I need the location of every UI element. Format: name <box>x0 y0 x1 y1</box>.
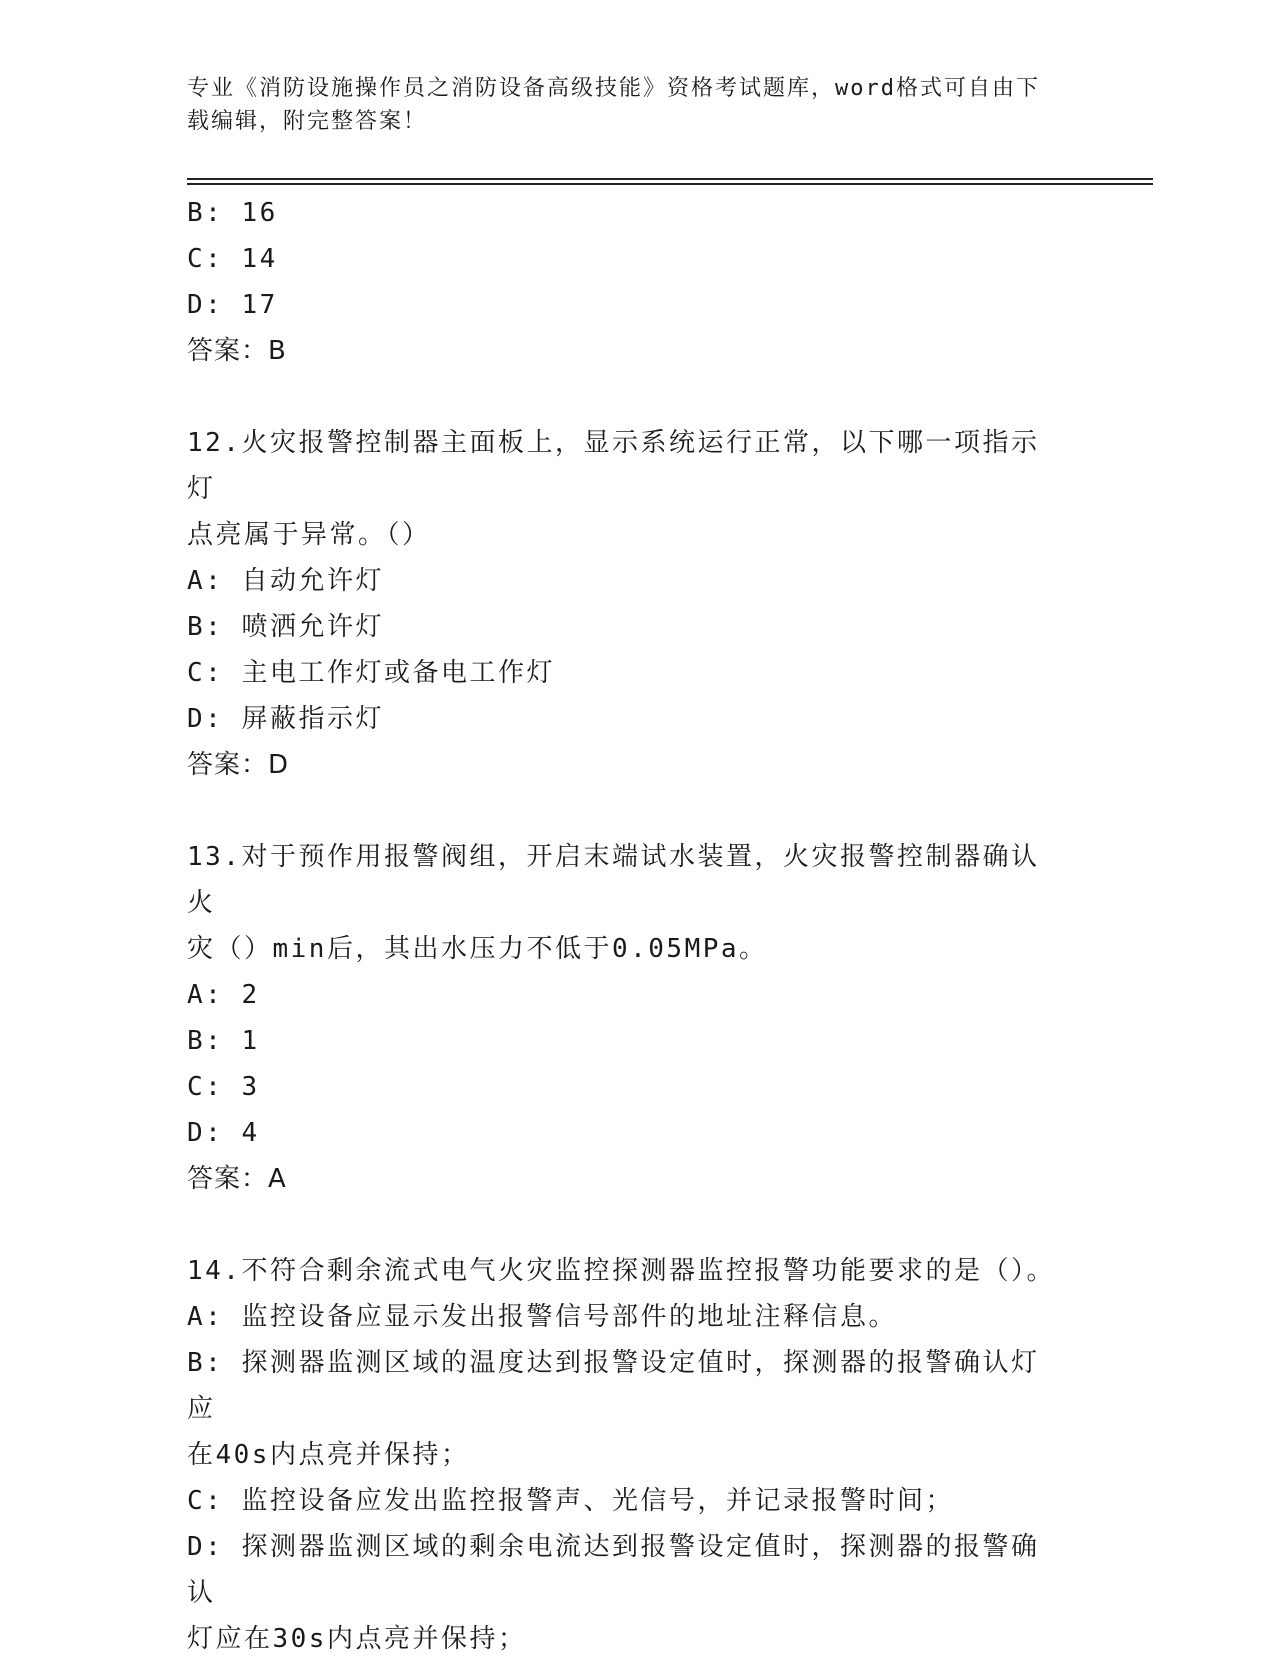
option-c: C: 14 <box>187 244 278 274</box>
question-stem: 14.不符合剩余流式电气火灾监控探测器监控报警功能要求的是（）。 <box>187 1256 1055 1286</box>
question-stem: 12.火灾报警控制器主面板上，显示系统运行正常，以下哪一项指示灯 <box>187 428 1040 504</box>
question-12 <box>187 420 1067 788</box>
question-stem: 点亮属于异常。（） <box>187 520 431 550</box>
option-b: B: 探测器监测区域的温度达到报警设定值时，探测器的报警确认灯应 <box>187 1348 1040 1424</box>
question-14 <box>187 1248 1067 1662</box>
answer-label: 答案：B <box>187 336 287 366</box>
question-content <box>187 190 1067 1662</box>
option-d-continued: 灯应在30s内点亮并保持； <box>187 1624 527 1654</box>
question-stem: 13.对于预作用报警阀组，开启末端试水装置，火灾报警控制器确认火 <box>187 842 1040 918</box>
option-c: C: 3 <box>187 1072 260 1102</box>
option-d: D: 17 <box>187 290 278 320</box>
header-divider-top <box>187 178 1153 180</box>
answer-label: 答案：D <box>187 750 290 780</box>
answer-label: 答案：A <box>187 1164 287 1194</box>
option-d: D: 屏蔽指示灯 <box>187 704 384 734</box>
header-line-2: 载编辑，附完整答案！ <box>187 109 428 134</box>
option-c: C: 监控设备应发出监控报警声、光信号，并记录报警时间； <box>187 1486 954 1516</box>
option-b: B: 喷洒允许灯 <box>187 612 384 642</box>
header-line-1: 专业《消防设施操作员之消防设备高级技能》资格考试题库，word格式可自由下 <box>187 76 1040 101</box>
partial-question <box>187 190 1067 374</box>
option-d: D: 4 <box>187 1118 260 1148</box>
header-divider-bottom <box>187 183 1153 185</box>
option-a: A: 监控设备应显示发出报警信号部件的地址注释信息。 <box>187 1302 897 1332</box>
option-b-continued: 在40s内点亮并保持； <box>187 1440 470 1470</box>
question-13 <box>187 834 1067 1202</box>
option-d: D: 探测器监测区域的剩余电流达到报警设定值时，探测器的报警确认 <box>187 1532 1040 1608</box>
option-c: C: 主电工作灯或备电工作灯 <box>187 658 555 688</box>
document-header <box>187 72 1067 138</box>
option-a: A: 2 <box>187 980 260 1010</box>
option-b: B: 1 <box>187 1026 260 1056</box>
question-stem: 灾（）min后，其出水压力不低于0.05MPa。 <box>187 934 768 964</box>
option-b: B: 16 <box>187 198 278 228</box>
option-a: A: 自动允许灯 <box>187 566 384 596</box>
